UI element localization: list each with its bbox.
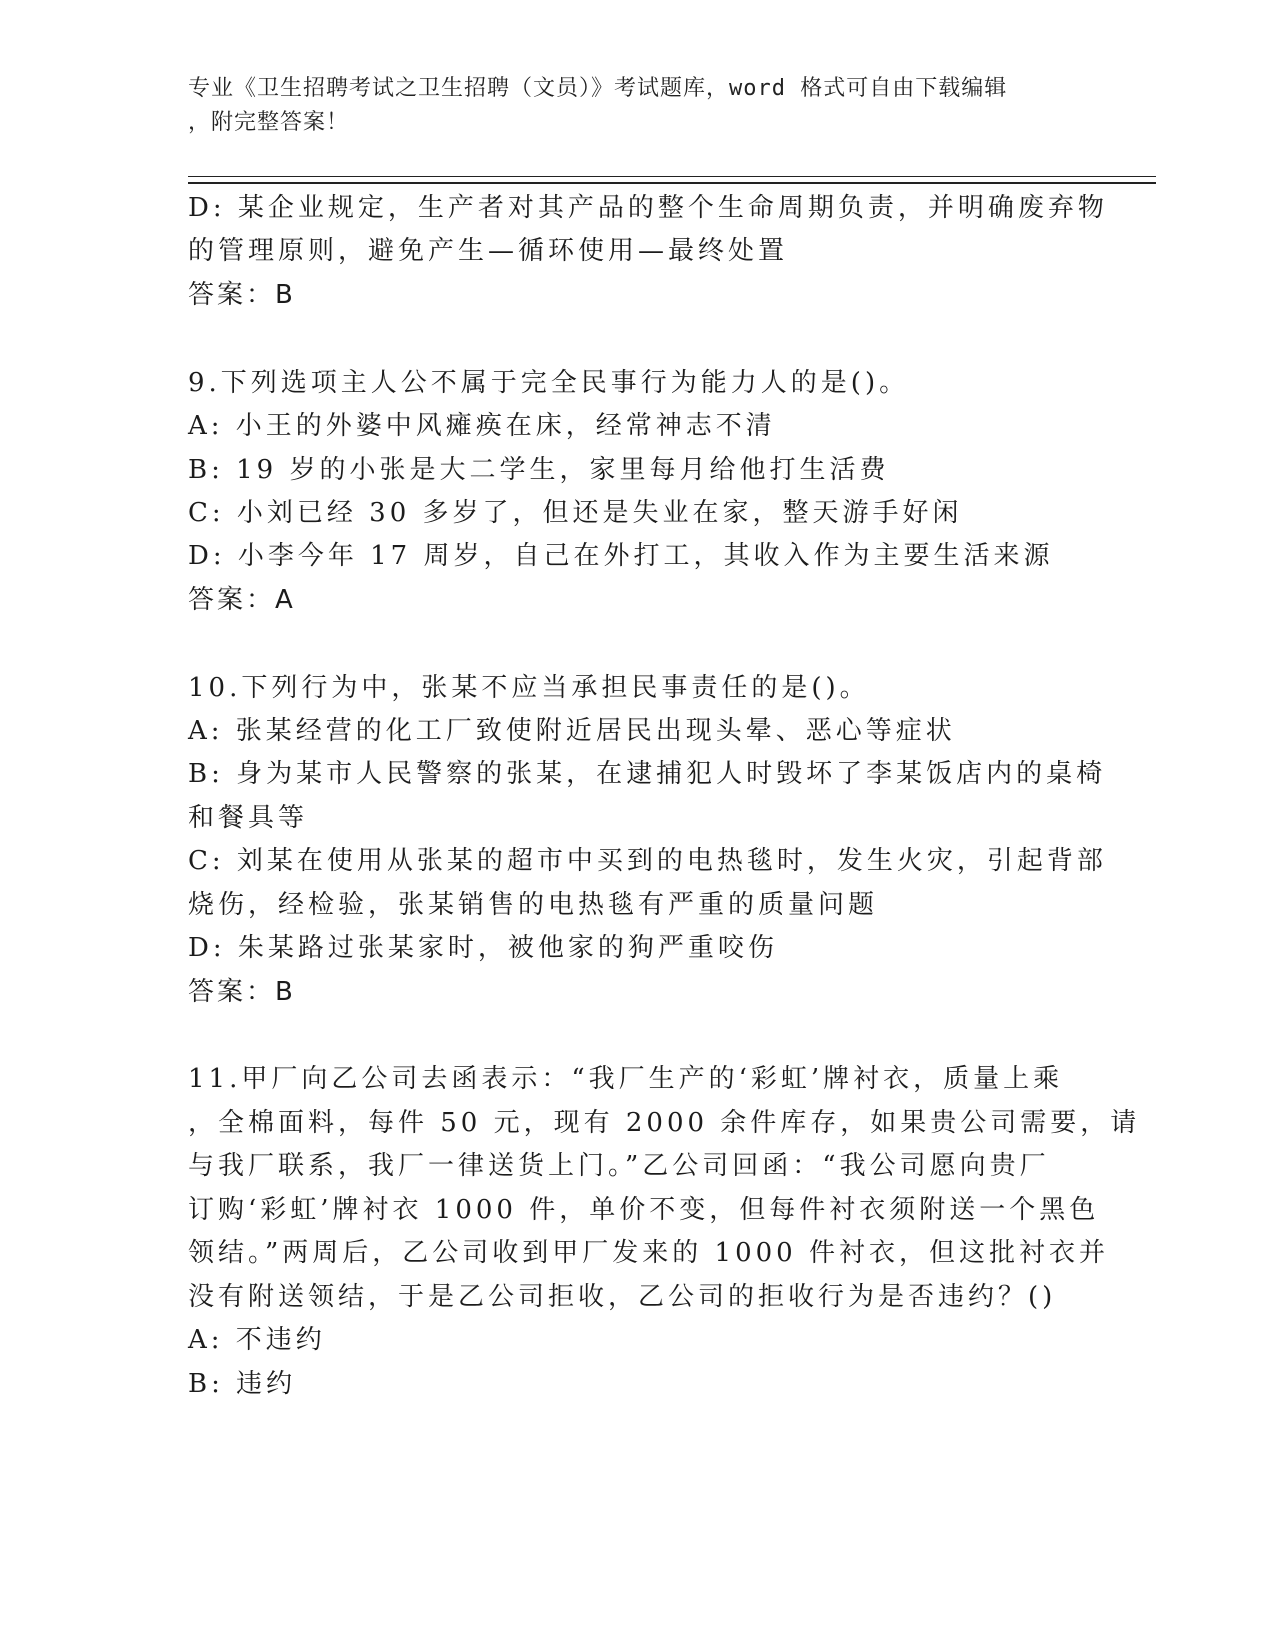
header-line-1: 专业《卫生招聘考试之卫生招聘（文员）》考试题库，word 格式可自由下载编辑: [188, 76, 1008, 101]
header-divider-thick: [188, 182, 1156, 184]
q10-option-a: A: 张某经营的化工厂致使附近居民出现头晕、恶心等症状: [188, 716, 956, 746]
q11-option-b: B: 违约: [188, 1369, 297, 1399]
q11-option-a: A: 不违约: [188, 1325, 326, 1355]
q11-stem-line-4: 订购‘彩虹’牌衬衣 1000 件，单价不变，但每件衬衣须附送一个黑色: [188, 1195, 1100, 1225]
document-header: [188, 72, 1088, 140]
q11-stem-line-5: 领结。”两周后，乙公司收到甲厂发来的 1000 件衬衣，但这批衬衣并: [188, 1238, 1109, 1268]
q10-answer: 答案：B: [188, 977, 296, 1007]
q9-option-b: B: 19 岁的小张是大二学生，家里每月给他打生活费: [188, 455, 890, 485]
q9-option-c: C: 小刘已经 30 多岁了，但还是失业在家，整天游手好闲: [188, 498, 963, 528]
q8-option-d-line-2: 的管理原则，避免产生—循环使用—最终处置: [188, 236, 789, 266]
q8-answer: 答案：B: [188, 280, 296, 310]
q9-option-a: A: 小王的外婆中风瘫痪在床，经常神志不清: [188, 411, 776, 441]
q9-answer: 答案：A: [188, 585, 296, 615]
q10-option-c-line-2: 烧伤，经检验，张某销售的电热毯有严重的质量问题: [188, 890, 879, 920]
header-divider-thin: [188, 176, 1156, 177]
q10-option-b-line-2: 和餐具等: [188, 803, 309, 833]
q10-option-c-line-1: C: 刘某在使用从张某的超市中买到的电热毯时，发生火灾，引起背部: [188, 846, 1107, 876]
q11-stem-line-1: 11.甲厂向乙公司去函表示：“我厂生产的‘彩虹’牌衬衣，质量上乘: [188, 1064, 1064, 1094]
header-line-2: ，附完整答案！: [188, 110, 350, 135]
q11-stem-line-3: 与我厂联系，我厂一律送货上门。”乙公司回函：“我公司愿向贵厂: [188, 1151, 1050, 1181]
q11-stem-line-6: 没有附送领结，于是乙公司拒收，乙公司的拒收行为是否违约？(): [188, 1282, 1057, 1312]
q10-stem: 10.下列行为中，张某不应当承担民事责任的是()。: [188, 673, 870, 703]
q10-option-d: D: 朱某路过张某家时，被他家的狗严重咬伤: [188, 933, 778, 963]
q9-stem: 9.下列选项主人公不属于完全民事行为能力人的是()。: [188, 368, 910, 398]
q11-stem-line-2: ，全棉面料，每件 50 元，现有 2000 余件库存，如果贵公司需要，请: [188, 1108, 1141, 1138]
q8-option-d-line-1: D: 某企业规定，生产者对其产品的整个生命周期负责，并明确废弃物: [188, 193, 1108, 223]
q9-option-d: D: 小李今年 17 周岁，自己在外打工，其收入作为主要生活来源: [188, 541, 1054, 571]
q10-option-b-line-1: B: 身为某市人民警察的张某，在逮捕犯人时毁坏了李某饭店内的桌椅: [188, 759, 1107, 789]
